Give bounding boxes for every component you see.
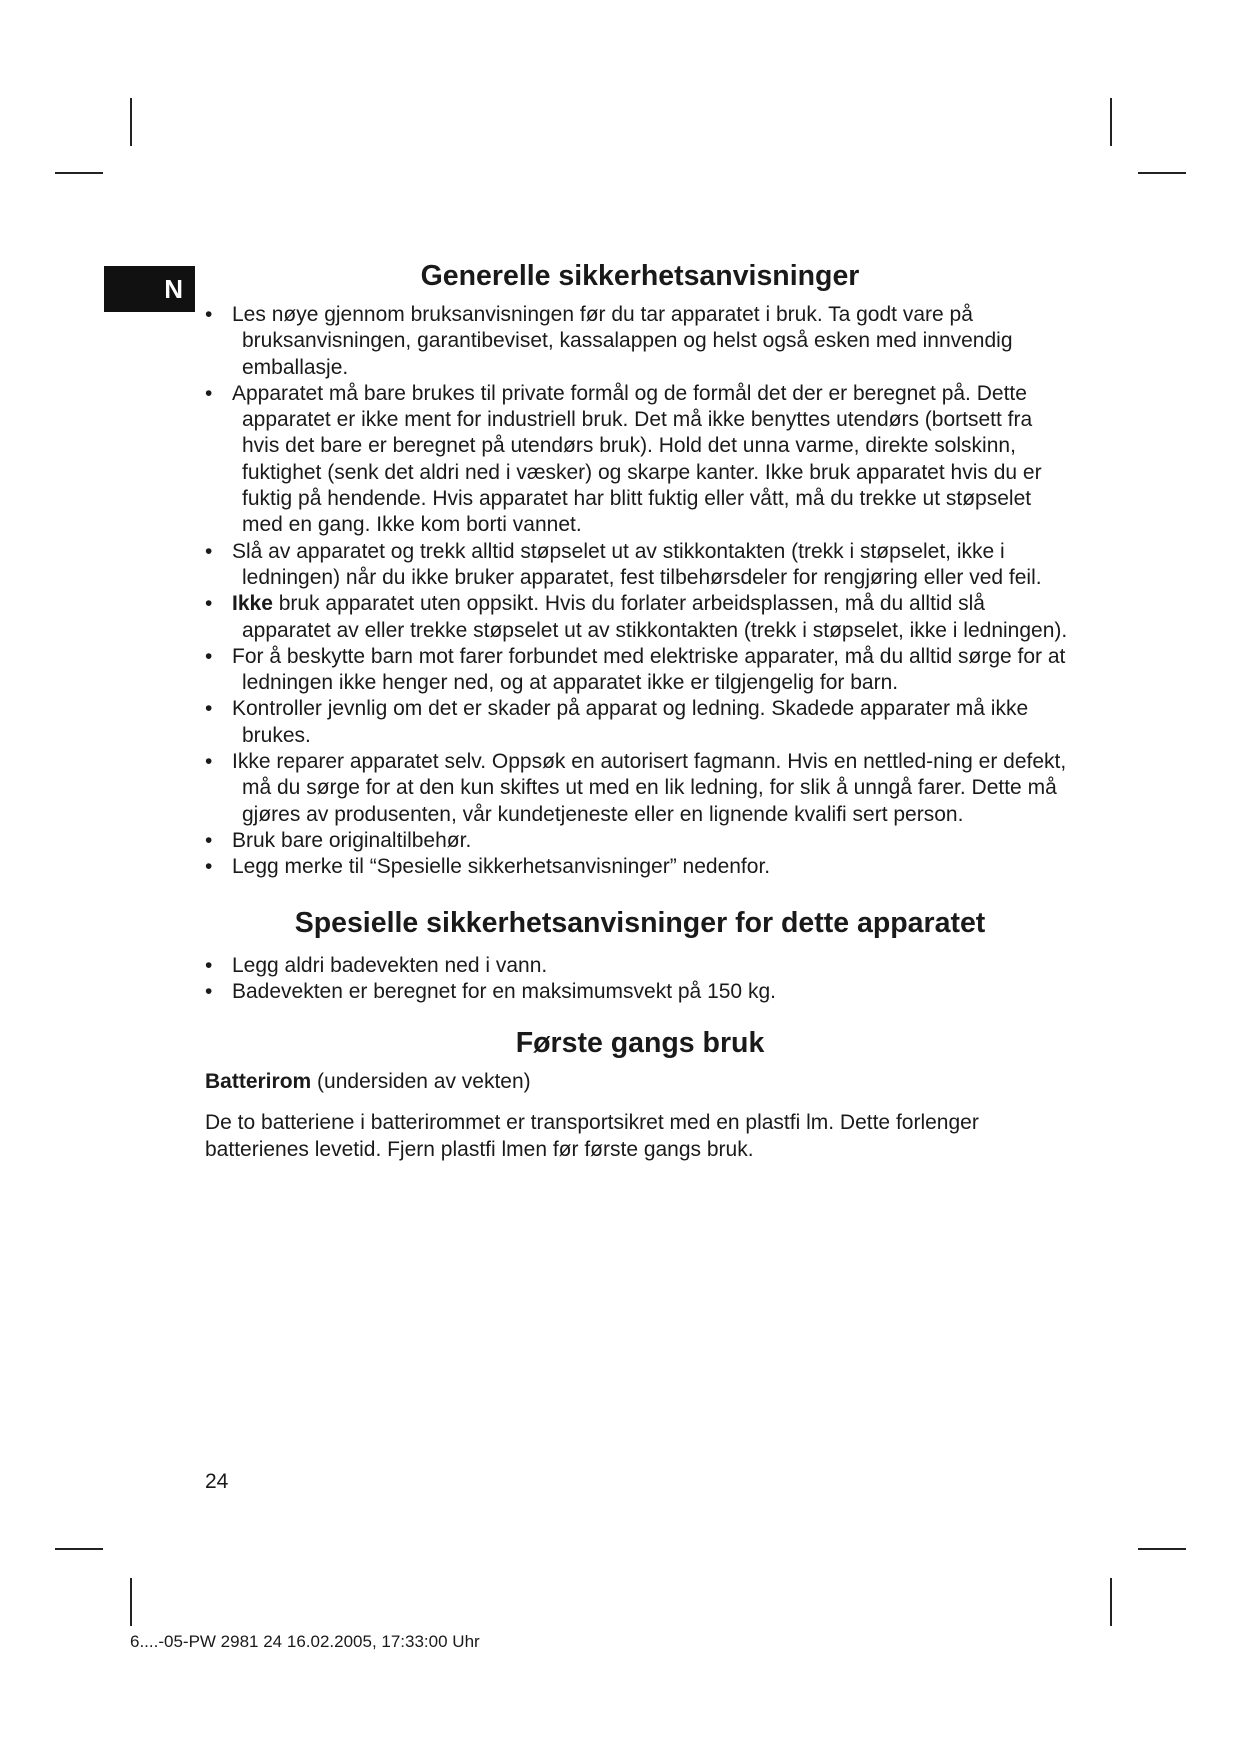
crop-mark-top-right-vertical <box>1110 98 1112 146</box>
crop-mark-top-left-horizontal <box>55 172 103 174</box>
list-item-body: Legg merke til “Spesielle sikkerhetsanvisninger” nedenfor. <box>232 855 771 879</box>
list-item-text <box>232 539 1075 592</box>
heading-special-safety: Spesielle sikkerhetsanvisninger for dette apparatet <box>294 906 986 939</box>
battery-label: Batterirom <box>205 1070 312 1094</box>
page-content <box>205 258 1075 1163</box>
crop-mark-bottom-left-vertical <box>130 1578 132 1626</box>
list-item-body: Legg aldri badevekten ned i vann. <box>232 953 548 977</box>
list-item-body: bruk apparatet uten oppsikt. Hvis du forlater arbeidsplassen, må du alltid slå apparatet av eller trekke støpselet ut av stikkontakten (trekk i støpselet, ikke i ledningen). <box>242 592 1068 642</box>
list-item-text <box>232 979 1075 1005</box>
battery-paragraph: De to batteriene i batterirommet er transportsikret med en plastfi lm. Dette forlenger batterienes levetid. Fjern plastfi lmen før første gangs bruk. <box>205 1111 979 1161</box>
heading-first-use: Første gangs bruk <box>515 1027 765 1060</box>
special-safety-list <box>205 953 1075 1006</box>
list-item-text <box>232 302 1075 381</box>
list-item-text <box>232 644 1075 697</box>
page-number: 24 <box>205 1470 229 1493</box>
list-item <box>205 828 1075 854</box>
list-item-body: For å beskytte barn mot farer forbundet med elektriske apparater, må du alltid sørge for at ledningen ikke henger ned, og at apparatet ikke er tilgjengelig for barn. <box>232 644 1066 695</box>
list-item-text <box>232 854 1075 880</box>
crop-mark-bottom-right-vertical <box>1110 1578 1112 1626</box>
print-footer: 6....-05-PW 2981 24 16.02.2005, 17:33:00 Uhr <box>130 1632 480 1651</box>
list-item-text <box>232 953 1075 979</box>
list-item <box>205 591 1075 644</box>
crop-mark-top-left-vertical <box>130 98 132 146</box>
crop-mark-bottom-right-horizontal <box>1138 1548 1186 1550</box>
crop-mark-bottom-left-horizontal <box>55 1548 103 1550</box>
list-item <box>205 749 1075 828</box>
list-item-text <box>232 591 1075 644</box>
list-item <box>205 539 1075 592</box>
list-item-text <box>232 828 1075 854</box>
list-item <box>205 854 1075 880</box>
list-item-bold: Ikke <box>232 592 273 616</box>
list-item-body: Slå av apparatet og trekk alltid støpselet ut av stikkontakten (trekk i støpselet, ikke i ledningen) når du ikke bruker apparatet, fest tilbehørsdeler for rengjøring eller ved feil. <box>232 539 1042 589</box>
list-item-text <box>232 749 1075 828</box>
battery-compartment-label <box>205 1069 1075 1095</box>
language-tab: N <box>104 266 195 312</box>
battery-note: (undersiden av vekten) <box>311 1070 531 1094</box>
crop-mark-top-right-horizontal <box>1138 172 1186 174</box>
list-item-body: Kontroller jevnlig om det er skader på apparat og ledning. Skadede apparater må ikke brukes. <box>232 697 1029 747</box>
list-item-body: Les nøye gjennom bruksanvisningen før du tar apparatet i bruk. Ta godt vare på bruksanvisningen, garantibeviset, kassalappen og helst også esken med innvendig emballasje. <box>232 303 1013 379</box>
heading-general-safety: Generelle sikkerhetsanvisninger <box>420 260 860 292</box>
list-item <box>205 979 1075 1005</box>
list-item-body: Ikke reparer apparatet selv. Oppsøk en autorisert fagmann. Hvis en nettled-ning er defekt, må du sørge for at den kun skiftes ut med en lik ledning, for slik å unngå farer. Dette må gjøres av produsenten, vår kundetjeneste eller en lignende kvalifi sert person. <box>232 750 1067 826</box>
list-item <box>205 302 1075 381</box>
list-item-body: Bruk bare originaltilbehør. <box>232 828 472 852</box>
list-item <box>205 644 1075 697</box>
general-safety-list <box>205 302 1075 881</box>
list-item-text <box>232 381 1075 539</box>
list-item <box>205 696 1075 749</box>
list-item-text <box>232 696 1075 749</box>
list-item-body: Badevekten er beregnet for en maksimumsvekt på 150 kg. <box>232 979 776 1003</box>
list-item <box>205 953 1075 979</box>
list-item <box>205 381 1075 539</box>
list-item-body: Apparatet må bare brukes til private formål og de formål det der er beregnet på. Dette apparatet er ikke ment for industriell bruk. Det må ikke benyttes utendørs (bortsett fra hvis det bare er beregnet på utendørs bruk). Hold det unna varme, direkte solskinn, fuktighet (senk det aldri ned i væsker) og skarpe kanter. Ikke bruk apparatet hvis du er fuktig på hendende. Hvis apparatet har blitt fuktig eller vått, må du trekke ut støpselet med en gang. Ikke kom borti vannet. <box>232 381 1042 537</box>
